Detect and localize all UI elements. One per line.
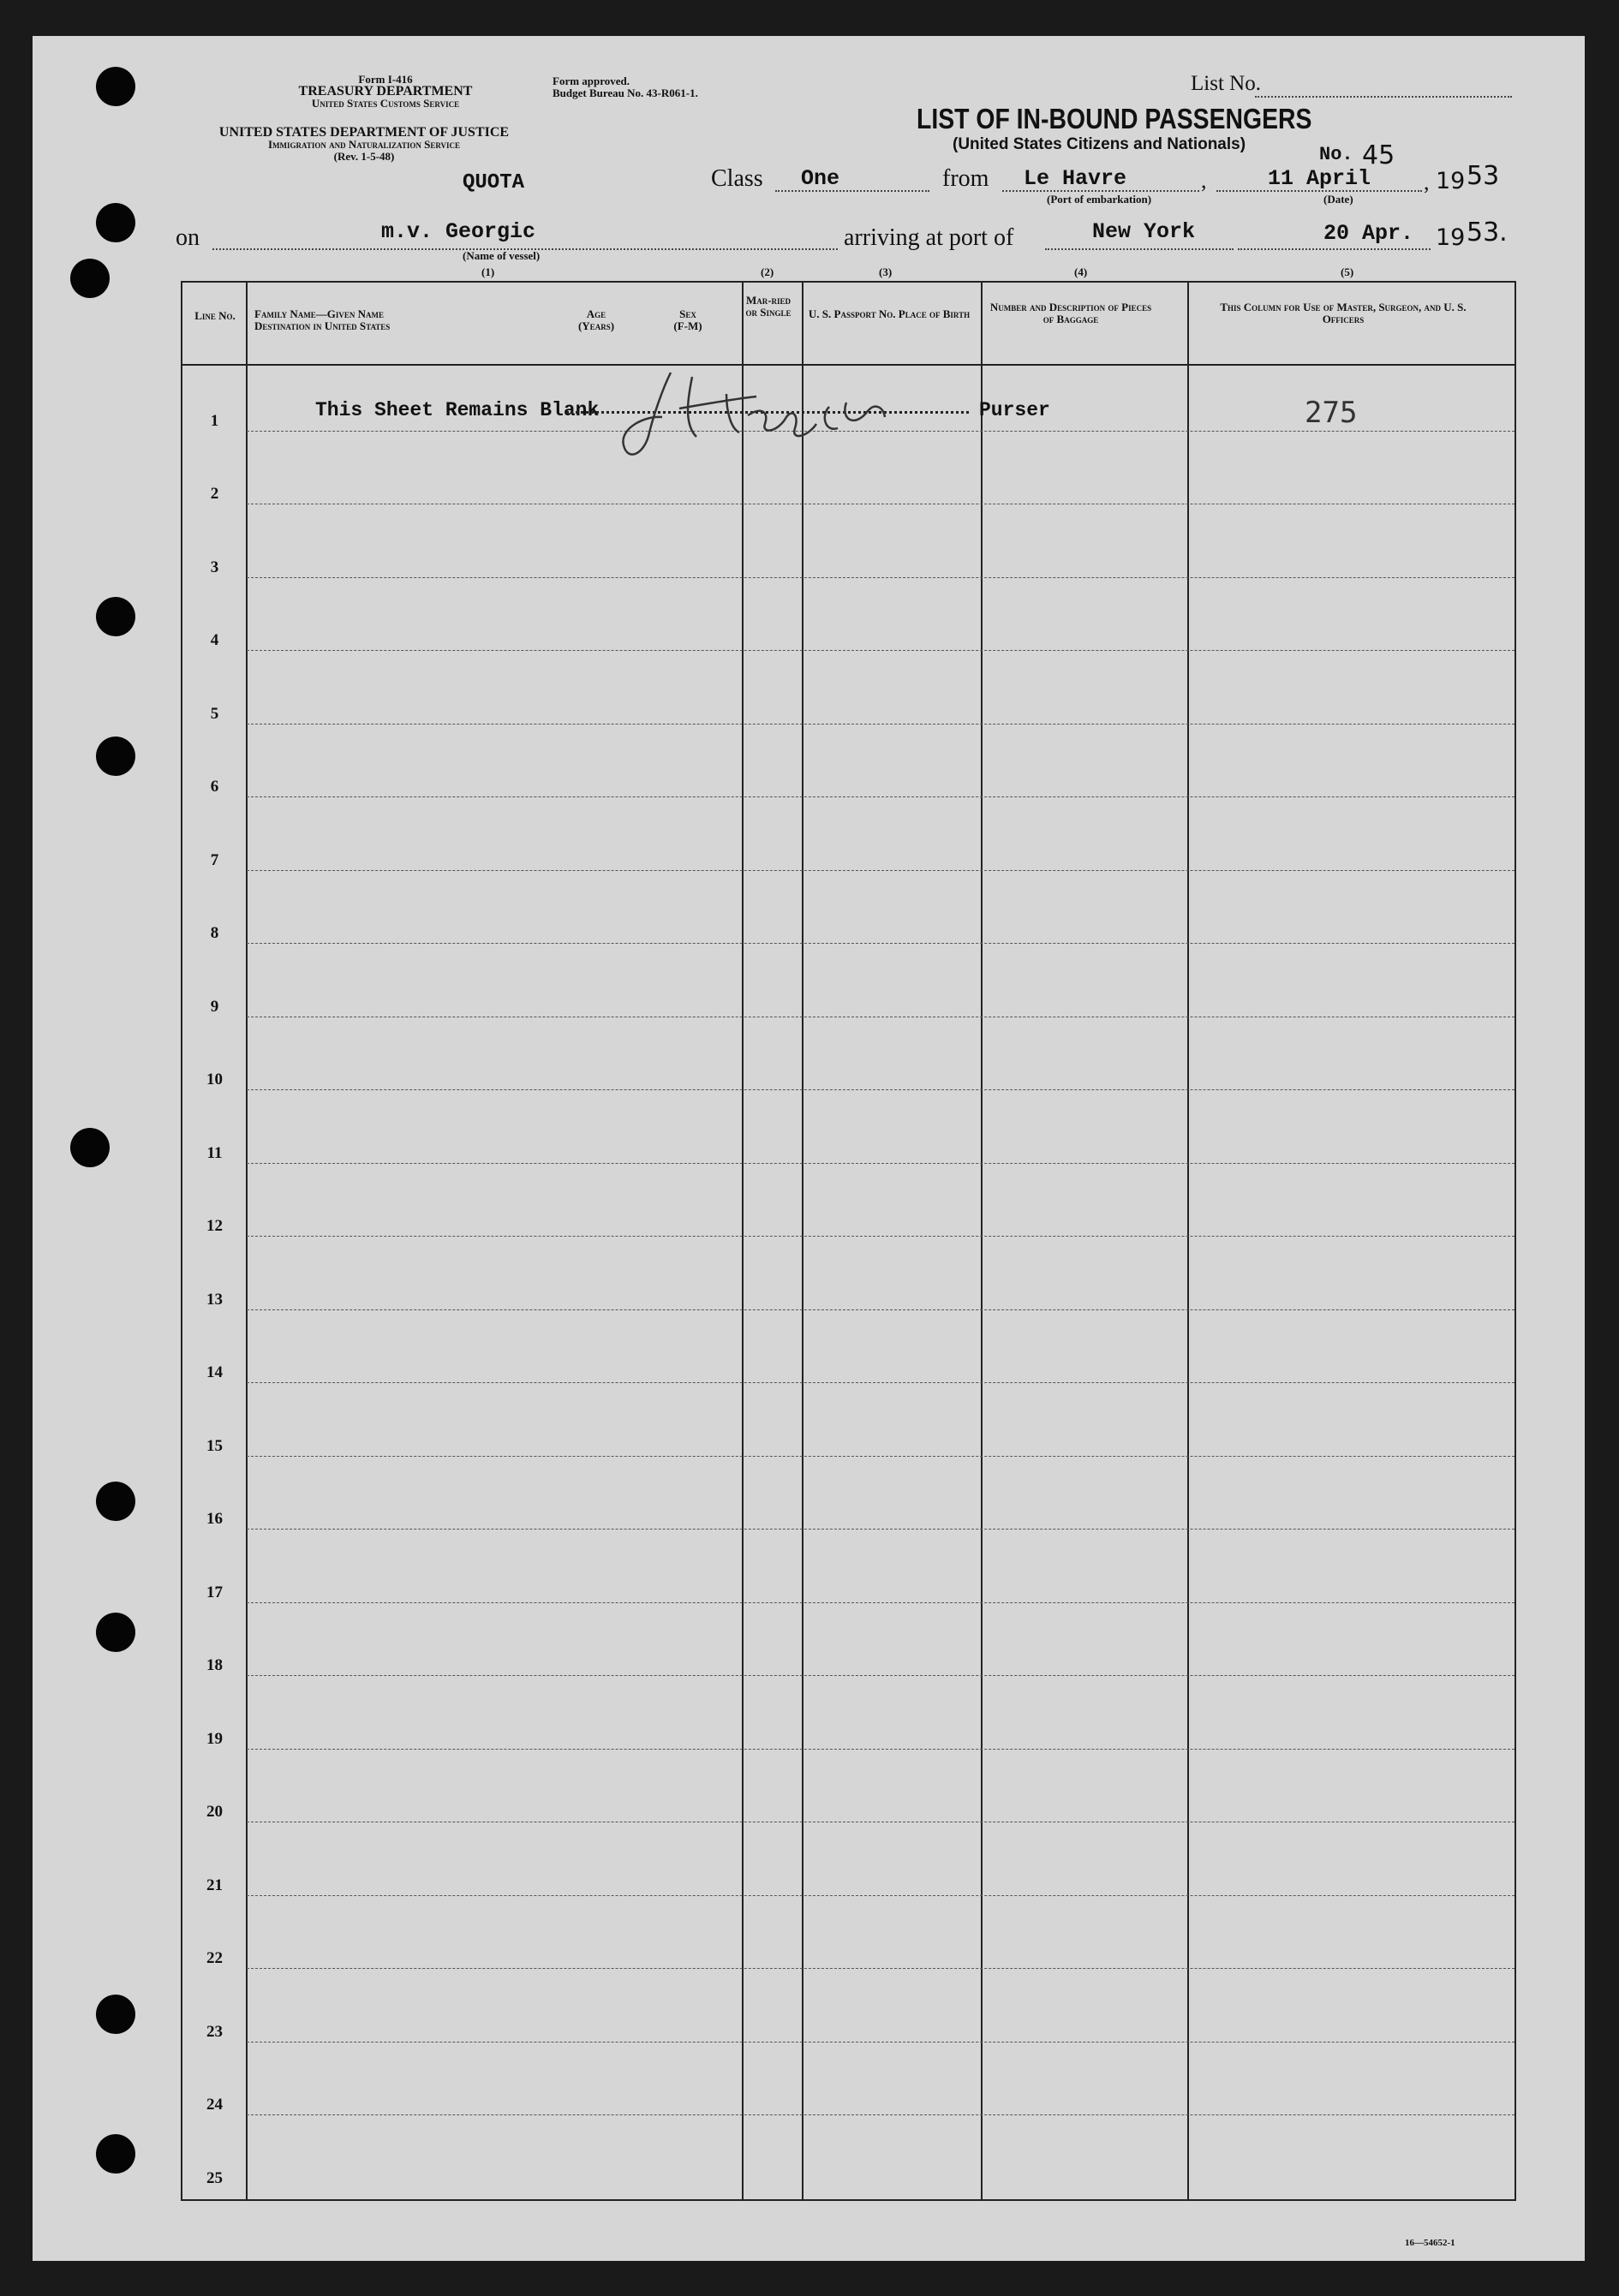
row-rule	[247, 650, 1514, 651]
from-label: from	[942, 165, 989, 192]
row-number: 8	[210, 924, 219, 942]
row-number: 22	[206, 1949, 223, 1967]
list-number: 45	[1362, 140, 1395, 170]
class-label: Class	[711, 165, 763, 192]
row-rule	[247, 1089, 1514, 1090]
year-prefix: 19	[1436, 168, 1466, 194]
arriving-label: arriving at port of	[844, 224, 1014, 251]
binder-hole	[96, 1995, 135, 2034]
binder-hole	[96, 1613, 135, 1652]
row-number: 11	[206, 1143, 223, 1162]
stamp-number: 275	[1305, 396, 1358, 430]
row-rule	[247, 724, 1514, 725]
comma: ,	[1424, 170, 1430, 194]
row-rule	[247, 1456, 1514, 1457]
header-agency-block	[283, 74, 488, 110]
port-caption: (Port of embarkation)	[1047, 193, 1152, 206]
budget-bureau: Budget Bureau No. 43-R061-1.	[553, 86, 698, 99]
header-family-name-label: Family Name—Given Name	[254, 307, 385, 320]
passenger-table	[181, 281, 1516, 2201]
purser-signature	[611, 355, 893, 467]
header-age	[566, 308, 626, 332]
row-number: 16	[206, 1510, 223, 1528]
header-baggage: Number and Description of Pieces of Baggage	[989, 301, 1152, 325]
header-sex	[662, 308, 714, 332]
arrival-date: 20 Apr.	[1323, 221, 1414, 246]
row-number: 24	[206, 2096, 223, 2114]
list-no-prefix: No.	[1319, 144, 1353, 165]
row-number: 10	[206, 1070, 223, 1088]
column-rule	[1187, 283, 1189, 2199]
class-line	[775, 190, 929, 192]
date-caption: (Date)	[1323, 193, 1353, 206]
class-value: One	[801, 166, 840, 191]
column-rule	[802, 283, 804, 2199]
binder-hole	[96, 597, 135, 636]
form-approved: Form approved.	[553, 75, 630, 87]
row-number: 9	[210, 997, 219, 1016]
row-rule	[247, 2114, 1514, 2115]
row-number: 4	[210, 631, 219, 649]
row-number: 12	[206, 1217, 223, 1235]
list-subtitle: (United States Citizens and Nationals)	[953, 135, 1246, 153]
row-number: 15	[206, 1436, 223, 1455]
arrival-year-prefix: 19	[1436, 224, 1466, 251]
row-number: 3	[210, 558, 219, 576]
row-rule	[247, 1309, 1514, 1310]
col-number-4: (4)	[1074, 265, 1088, 278]
approval-block	[553, 75, 698, 99]
row-rule	[247, 943, 1514, 944]
row-number: 1	[210, 411, 219, 430]
port-of-embarkation: Le Havre	[1024, 166, 1127, 191]
row-rule	[247, 1163, 1514, 1164]
binder-hole	[70, 259, 110, 298]
customs-service: United States Customs Service	[311, 97, 460, 110]
row-rule	[247, 1675, 1514, 1676]
row-rule	[247, 1895, 1514, 1896]
col-number-1: (1)	[481, 265, 495, 278]
treasury-department: TREASURY DEPARTMENT	[298, 84, 473, 98]
form-number: Form I-416	[358, 73, 413, 86]
arrival-year-suffix: 53.	[1467, 218, 1508, 247]
binder-hole	[70, 1128, 110, 1167]
remains-blank-entry: This Sheet Remains Blank	[315, 399, 600, 421]
header-age-label: Age	[586, 307, 606, 320]
on-label: on	[176, 224, 200, 251]
binder-hole	[96, 67, 135, 106]
arrival-port: New York	[1092, 219, 1196, 244]
row-number: 6	[210, 778, 219, 796]
header-passport: U. S. Passport No. Place of Birth	[808, 307, 971, 320]
header-family-name	[254, 308, 390, 332]
justice-department: UNITED STATES DEPARTMENT OF JUSTICE	[218, 125, 510, 140]
row-number: 25	[206, 2168, 223, 2187]
arrival-port-line	[1045, 248, 1234, 250]
row-rule	[247, 1236, 1514, 1237]
header-sex-label: Sex	[679, 307, 696, 320]
revision-date: (Rev. 1-5-48)	[333, 150, 395, 163]
list-no-label: List No.	[1191, 72, 1261, 95]
row-number: 19	[206, 1729, 223, 1748]
row-rule	[247, 577, 1514, 578]
col-number-2: (2)	[761, 265, 774, 278]
row-number: 20	[206, 1803, 223, 1821]
row-rule	[247, 1529, 1514, 1530]
row-rule	[247, 796, 1514, 797]
row-number: 23	[206, 2022, 223, 2041]
header-destination-label: Destination in United States	[254, 319, 391, 332]
departure-date: 11 April	[1268, 166, 1371, 191]
column-rule	[981, 283, 983, 2199]
header-officers: This Column for Use of Master, Surgeon, and U. S. Officers	[1220, 301, 1467, 325]
row-number: 18	[206, 1656, 223, 1674]
binder-hole	[96, 203, 135, 242]
row-rule	[247, 1602, 1514, 1603]
header-age-sub: (Years)	[577, 319, 615, 332]
purser-entry: Purser	[979, 399, 1050, 421]
header-sex-sub: (F-M)	[673, 319, 702, 332]
row-rule	[247, 2042, 1514, 2043]
vessel-name: m.v. Georgic	[381, 219, 536, 244]
list-no-line	[1255, 96, 1512, 98]
header-line-no: Line No.	[194, 309, 236, 322]
col-number-5: (5)	[1341, 265, 1354, 278]
vessel-caption: (Name of vessel)	[463, 249, 541, 262]
comma: ,	[1201, 168, 1207, 193]
binder-hole	[96, 1482, 135, 1521]
row-rule	[247, 1968, 1514, 1969]
row-number: 14	[206, 1363, 223, 1381]
row-rule	[247, 1749, 1514, 1750]
row-number: 13	[206, 1290, 223, 1309]
row-rule	[247, 1382, 1514, 1383]
column-rule	[742, 283, 744, 2199]
row-number: 5	[210, 704, 219, 723]
justice-block	[171, 127, 557, 163]
row-number: 7	[210, 850, 219, 869]
year-suffix: 53	[1467, 161, 1500, 191]
row-number: 21	[206, 1876, 223, 1894]
col-number-3: (3)	[879, 265, 893, 278]
header-married: Mar-ried or Single	[745, 294, 792, 319]
binder-hole	[96, 737, 135, 776]
print-code: 16—54652-1	[1405, 2238, 1455, 2248]
row-number: 2	[210, 485, 219, 503]
row-rule	[247, 870, 1514, 871]
table-header	[182, 283, 1514, 366]
arrival-date-line	[1238, 248, 1431, 250]
quota-label: QUOTA	[463, 171, 525, 194]
list-title: LIST OF IN-BOUND PASSENGERS	[917, 103, 1312, 134]
row-number: 17	[206, 1583, 223, 1601]
immigration-service: Immigration and Naturalization Service	[267, 138, 461, 151]
binder-hole	[96, 2134, 135, 2174]
